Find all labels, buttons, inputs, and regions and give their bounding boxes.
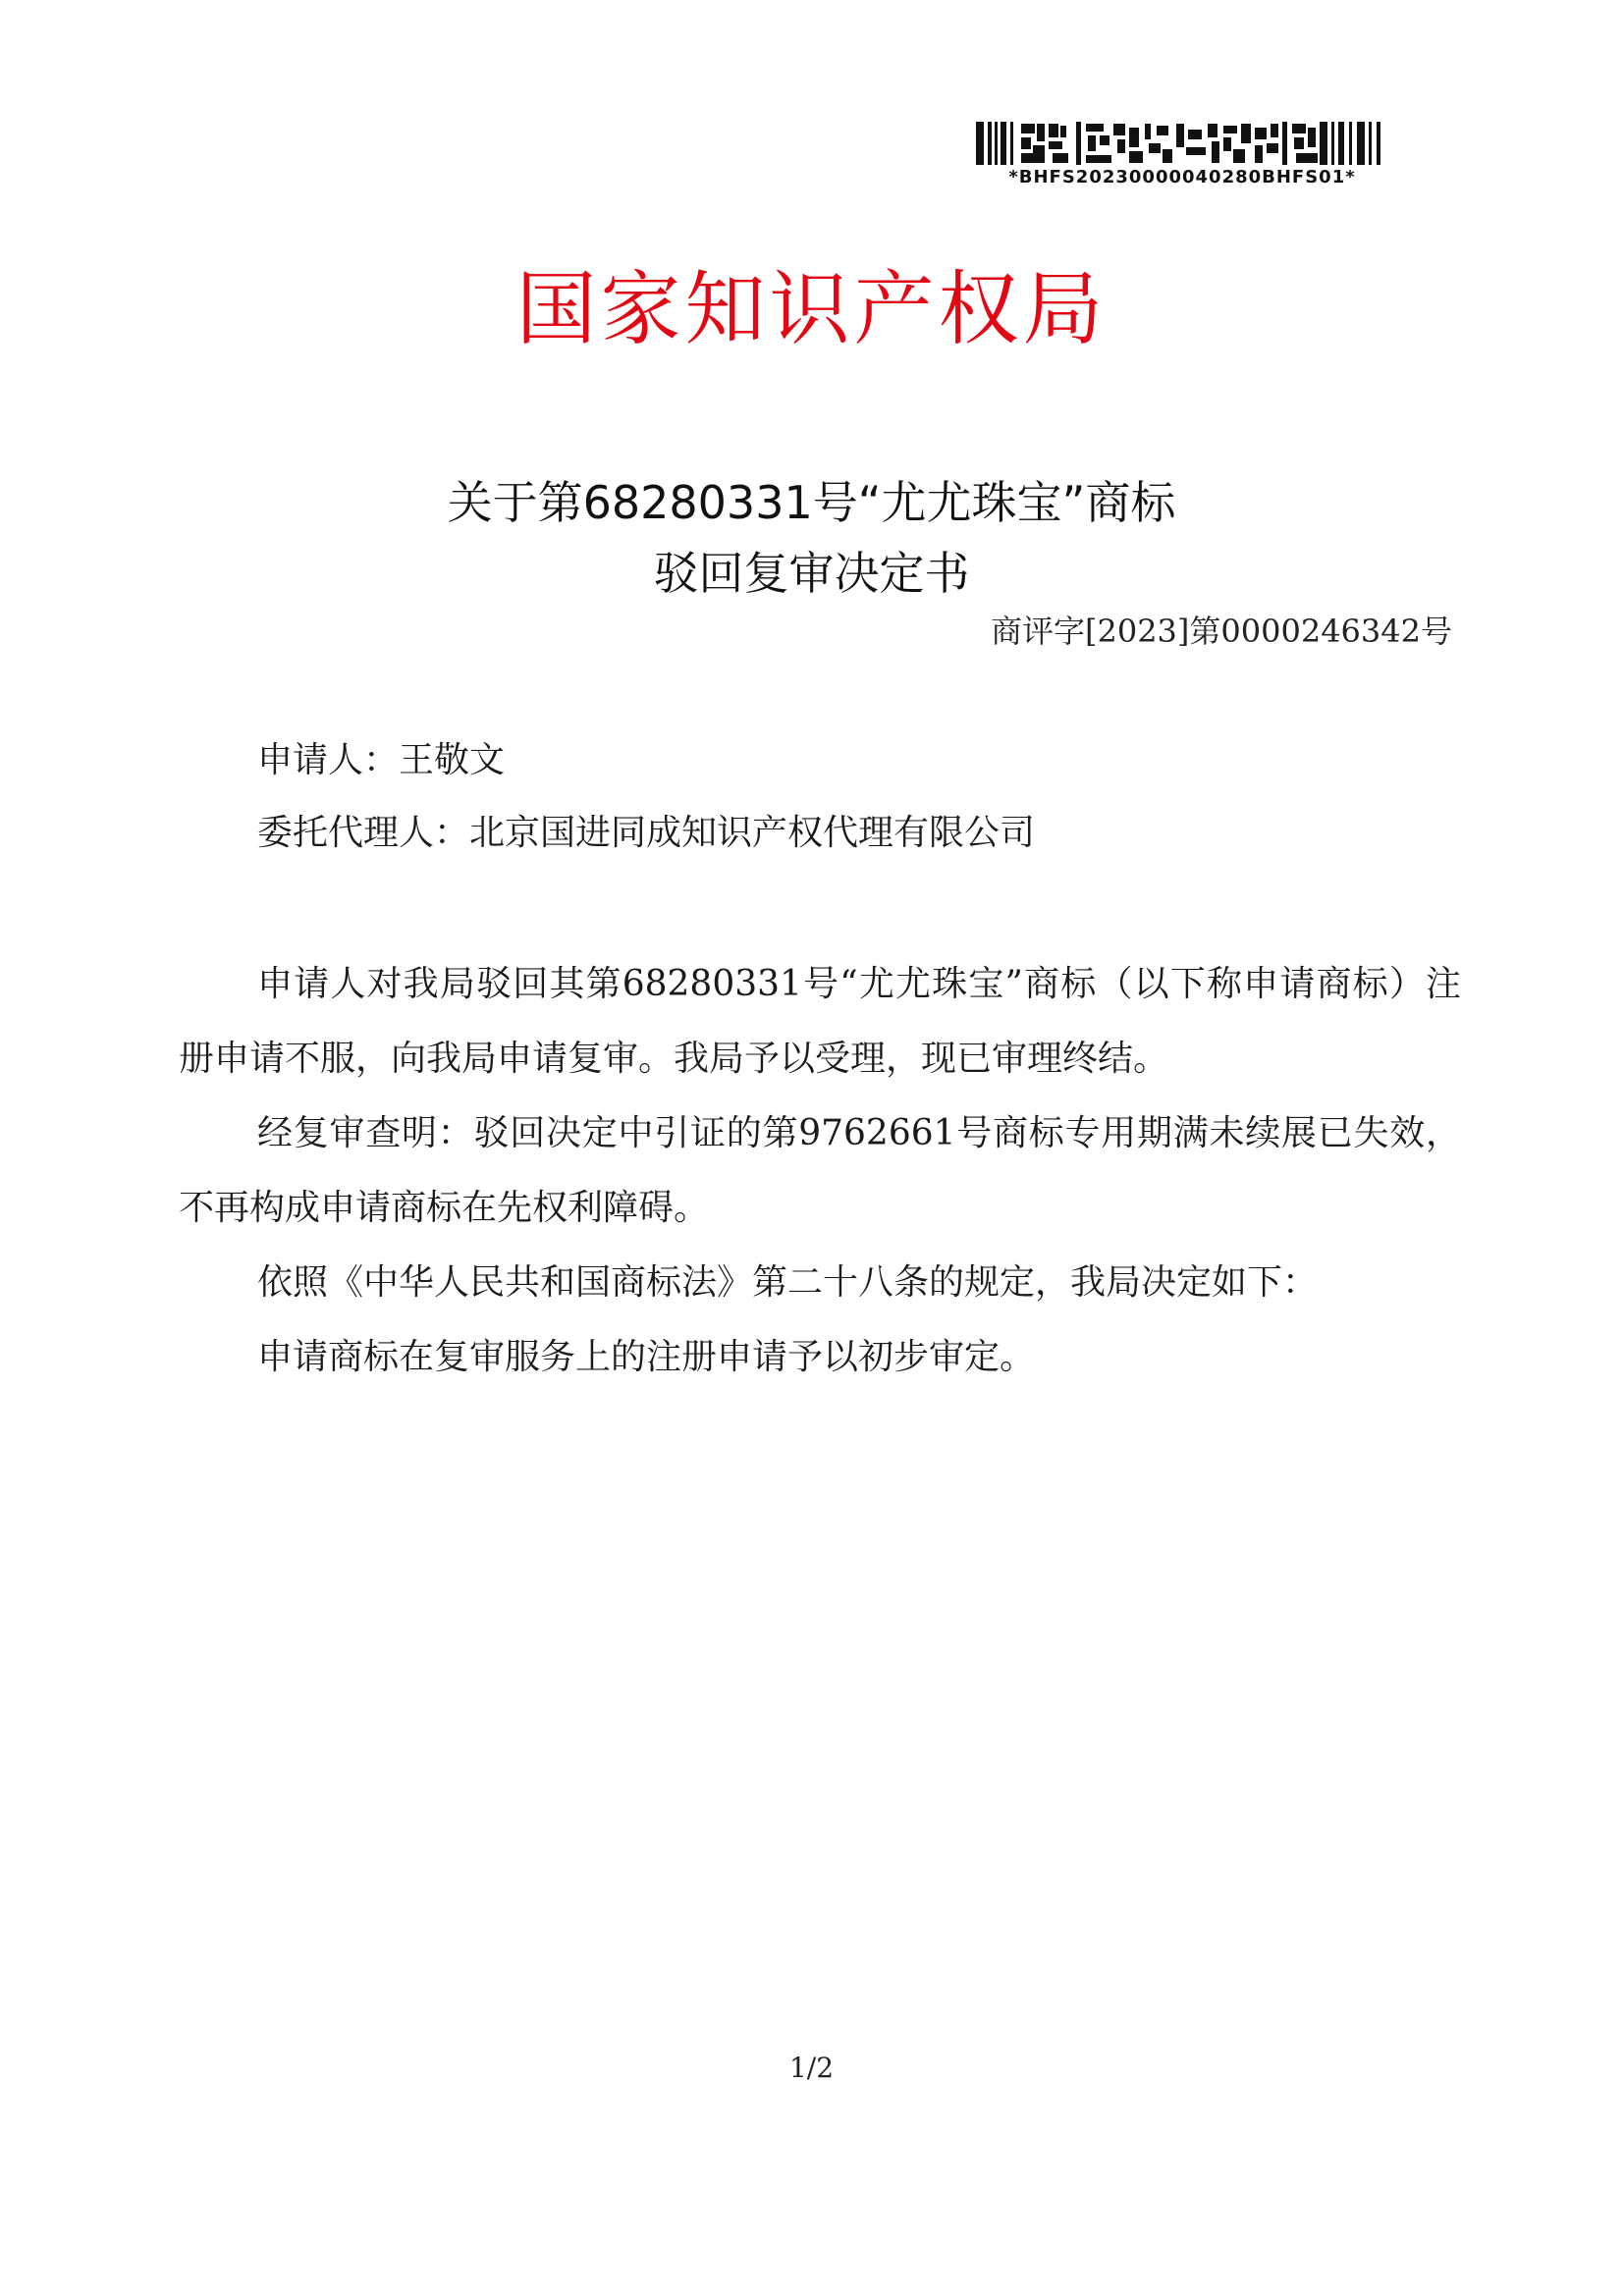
body-paragraph-3: 依照《中华人民共和国商标法》第二十八条的规定，我局决定如下： <box>257 1262 1319 1303</box>
barcode-text: *BHFS20230000040280BHFS01* <box>1008 167 1356 187</box>
barcode-icon <box>976 122 1386 165</box>
page-number: 1/2 <box>788 2052 835 2084</box>
body-paragraph-1: 申请人对我局驳回其第68280331号“尤尤珠宝”商标（以下称申请商标）注册申请不服，向我局申请复审。我局予以受理，现已审理终结。 <box>179 964 1461 1079</box>
document-number: 商评字[2023]第0000246342号 <box>990 613 1452 650</box>
agent-line: 委托代理人：北京国进同成知识产权代理有限公司 <box>257 813 1036 853</box>
body-paragraph-2: 经复审查明：驳回决定中引证的第9762661号商标专用期满未续展已失效，不再构成申请商标在先权利障碍。 <box>179 1113 1461 1228</box>
decision-body <box>179 947 1461 1395</box>
body-paragraph-4: 申请商标在复审服务上的注册申请予以初步审定。 <box>257 1337 1036 1377</box>
applicant-line: 申请人：王敬文 <box>257 740 506 780</box>
barcode-block <box>976 122 1388 187</box>
document-title-line2: 驳回复审决定书 <box>653 547 970 600</box>
document-title-line1: 关于第68280331号“尤尤珠宝”商标 <box>447 476 1176 529</box>
agency-name: 国家知识产权局 <box>515 263 1108 356</box>
